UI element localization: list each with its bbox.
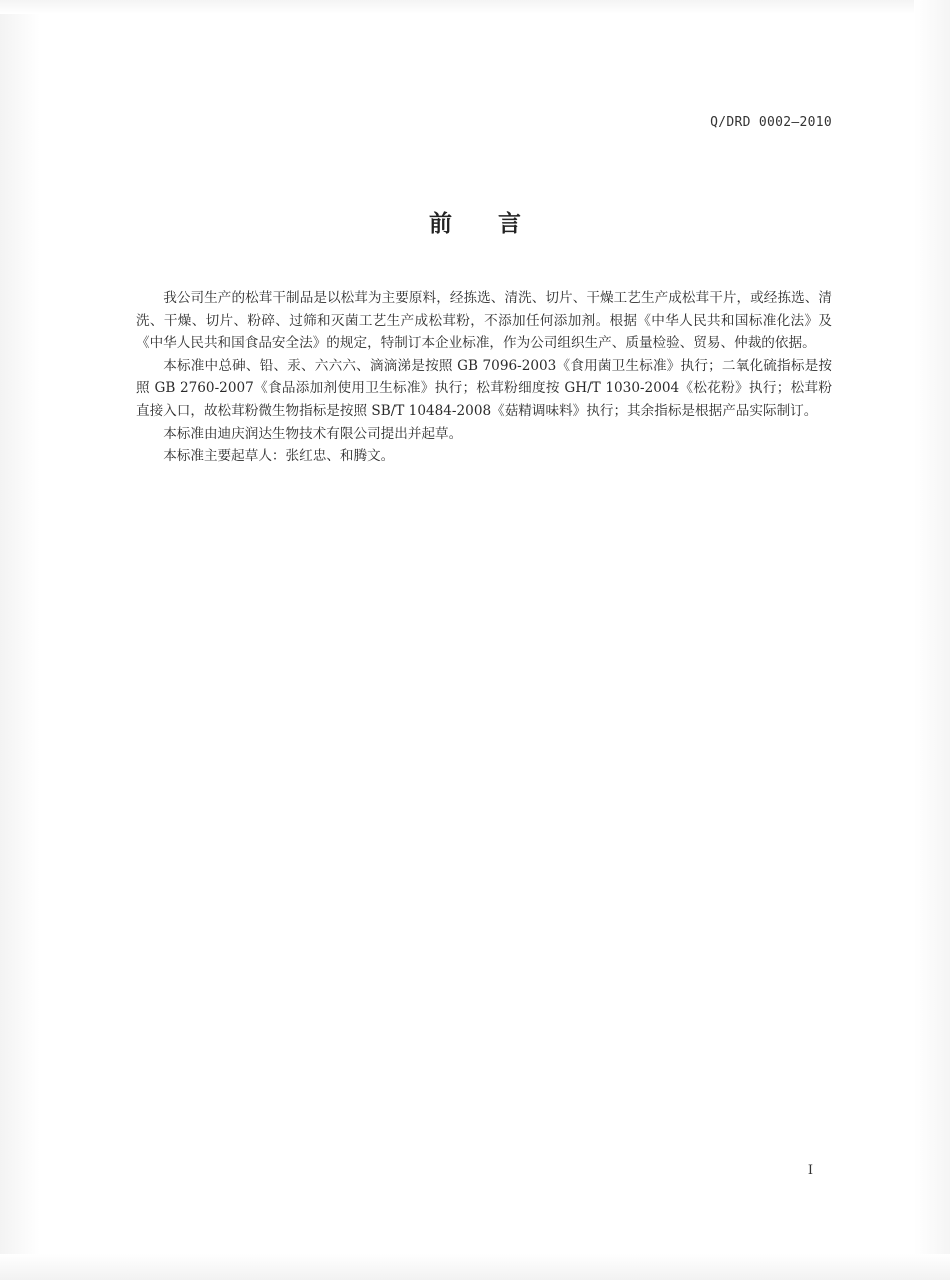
scan-edge-bottom <box>0 1254 950 1280</box>
paragraph-drafters: 本标准主要起草人：张红忠、和腾文。 <box>163 448 395 465</box>
page-number: I <box>807 1163 813 1178</box>
paragraph-intro: 我公司生产的松茸干制品是以松茸为主要原料，经拣选、清洗、切片、干燥工艺生产成松茸干片，或经拣选、清洗、干燥、切片、粉碎、过筛和灭菌工艺生产成松茸粉，不添加任何添加剂。根据《中华人民共和国标准化法》及《中华人民共和国食品安全法》的规定，特制订本企业标准，作为公司组织生产、质量检验、贸易、仲裁的依据。 <box>136 290 832 352</box>
scan-edge-left <box>0 0 40 1280</box>
document-code: Q/DRD 0002—2010 <box>710 115 832 130</box>
scan-edge-top <box>0 0 950 14</box>
preface-body <box>136 287 832 468</box>
scan-edge-right <box>914 0 950 1280</box>
paragraph-standards: 本标准中总砷、铅、汞、六六六、滴滴涕是按照 GB 7096-2003《食用菌卫生标准》执行；二氧化硫指标是按照 GB 2760-2007《食品添加剂使用卫生标准》执行；松茸粉细度按 GH/T 1030-2004《松花粉》执行；松茸粉直接入口，故松茸粉微生物指标是按照 SB/T 10484-2008《菇精调味料》执行；其余指标是根据产品实际制订。 <box>136 357 832 419</box>
paragraph-drafter-org: 本标准由迪庆润达生物技术有限公司提出并起草。 <box>163 425 463 442</box>
page-title: 前言 <box>429 211 567 237</box>
